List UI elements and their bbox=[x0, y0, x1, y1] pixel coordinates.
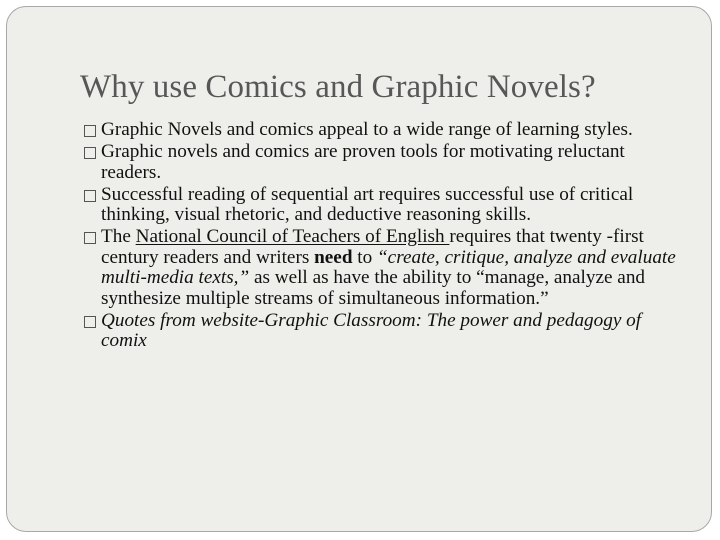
bullet-text-quote: “create, critique, analyze and evaluate multi-media texts,” bbox=[101, 246, 676, 288]
bullet-text-pre: The bbox=[101, 226, 136, 247]
slide-title: Why use Comics and Graphic Novels? bbox=[80, 69, 596, 105]
bullet-item bbox=[7, 185, 713, 226]
square-bullet-icon bbox=[84, 316, 96, 328]
slide bbox=[6, 6, 712, 532]
bullet-item bbox=[7, 311, 713, 352]
bullet-item bbox=[7, 142, 713, 183]
square-bullet-icon bbox=[84, 125, 96, 137]
bullet-text-mid: requires that twenty -first century readers and writers bbox=[101, 226, 644, 268]
bullet-item bbox=[7, 120, 713, 141]
square-bullet-icon bbox=[84, 190, 96, 202]
bullet-text-post: as well as have the ability to “manage, analyze and synthesize multiple streams of simultaneous information.” bbox=[101, 267, 646, 309]
square-bullet-icon bbox=[84, 147, 96, 159]
square-bullet-icon bbox=[84, 232, 96, 244]
bullet-text: Graphic Novels and comics appeal to a wide range of learning styles. bbox=[101, 119, 633, 140]
bullet-text-to: to bbox=[352, 246, 378, 268]
ncte-link[interactable]: National Council of Teachers of English bbox=[135, 226, 450, 247]
bullet-item bbox=[7, 227, 713, 309]
bullet-text-citation: Quotes from website-Graphic Classroom: The power and pedagogy of comix bbox=[101, 309, 642, 351]
bullet-text-bold: need bbox=[314, 246, 353, 268]
bullet-list bbox=[7, 120, 713, 353]
bullet-text: Graphic novels and comics are proven tools for motivating reluctant readers. bbox=[101, 141, 625, 183]
bullet-text: Successful reading of sequential art requires successful use of critical thinking, visual rhetoric, and deductive reasoning skills. bbox=[101, 183, 634, 225]
